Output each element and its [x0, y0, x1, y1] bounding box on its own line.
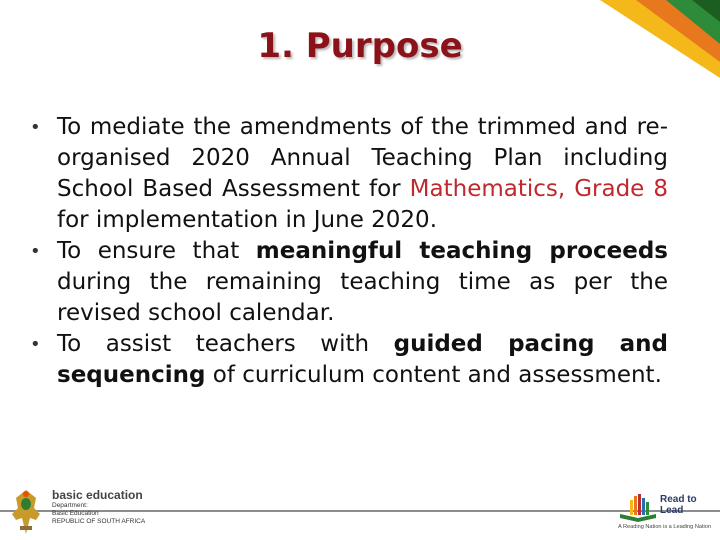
bullet-item-2 [30, 236, 668, 329]
bullet-item-1 [30, 112, 668, 236]
country-name: REPUBLIC OF SOUTH AFRICA [52, 518, 146, 525]
bullet-2-bold: meaningful teaching proceeds [255, 238, 668, 264]
bullet-marker: • [30, 241, 41, 262]
bullet-list [30, 112, 668, 391]
bullet-2-text-end: during the remaining teaching time as per the revised school calendar. [57, 269, 668, 326]
bullet-3-bold: guided pacing and sequencing [57, 331, 669, 388]
bullet-1-highlight: Mathematics, Grade 8 [409, 176, 668, 202]
bullet-marker: • [30, 334, 41, 355]
bullet-3-text: To assist teachers with [57, 331, 394, 357]
brand-name: basic education [52, 488, 143, 502]
read-to-lead-logo [616, 492, 712, 536]
slide-title: 1. Purpose [257, 26, 463, 66]
read-to-lead-title: Read to Lead [660, 494, 697, 516]
bullet-item-3 [30, 329, 668, 391]
department-logo [8, 488, 145, 536]
bullet-1-text: To mediate the amendments of the trimmed and re-organised 2020 Annual Teaching Plan including School Based Assessment for [57, 114, 668, 202]
dept-label: Department: [52, 502, 88, 509]
bullet-2-text: To ensure that [57, 238, 256, 264]
open-book-icon [616, 492, 660, 524]
department-text [52, 488, 145, 526]
bullet-1-text-end: for implementation in June 2020. [57, 207, 438, 233]
coat-of-arms-icon [8, 488, 44, 536]
bullet-3-text-end: of curriculum content and assessment. [205, 362, 662, 388]
read-to-lead-slogan: A Reading Nation is a Leading Nation [618, 524, 711, 530]
dept-name: Basic Education [52, 510, 99, 517]
bullet-marker: • [30, 117, 41, 138]
